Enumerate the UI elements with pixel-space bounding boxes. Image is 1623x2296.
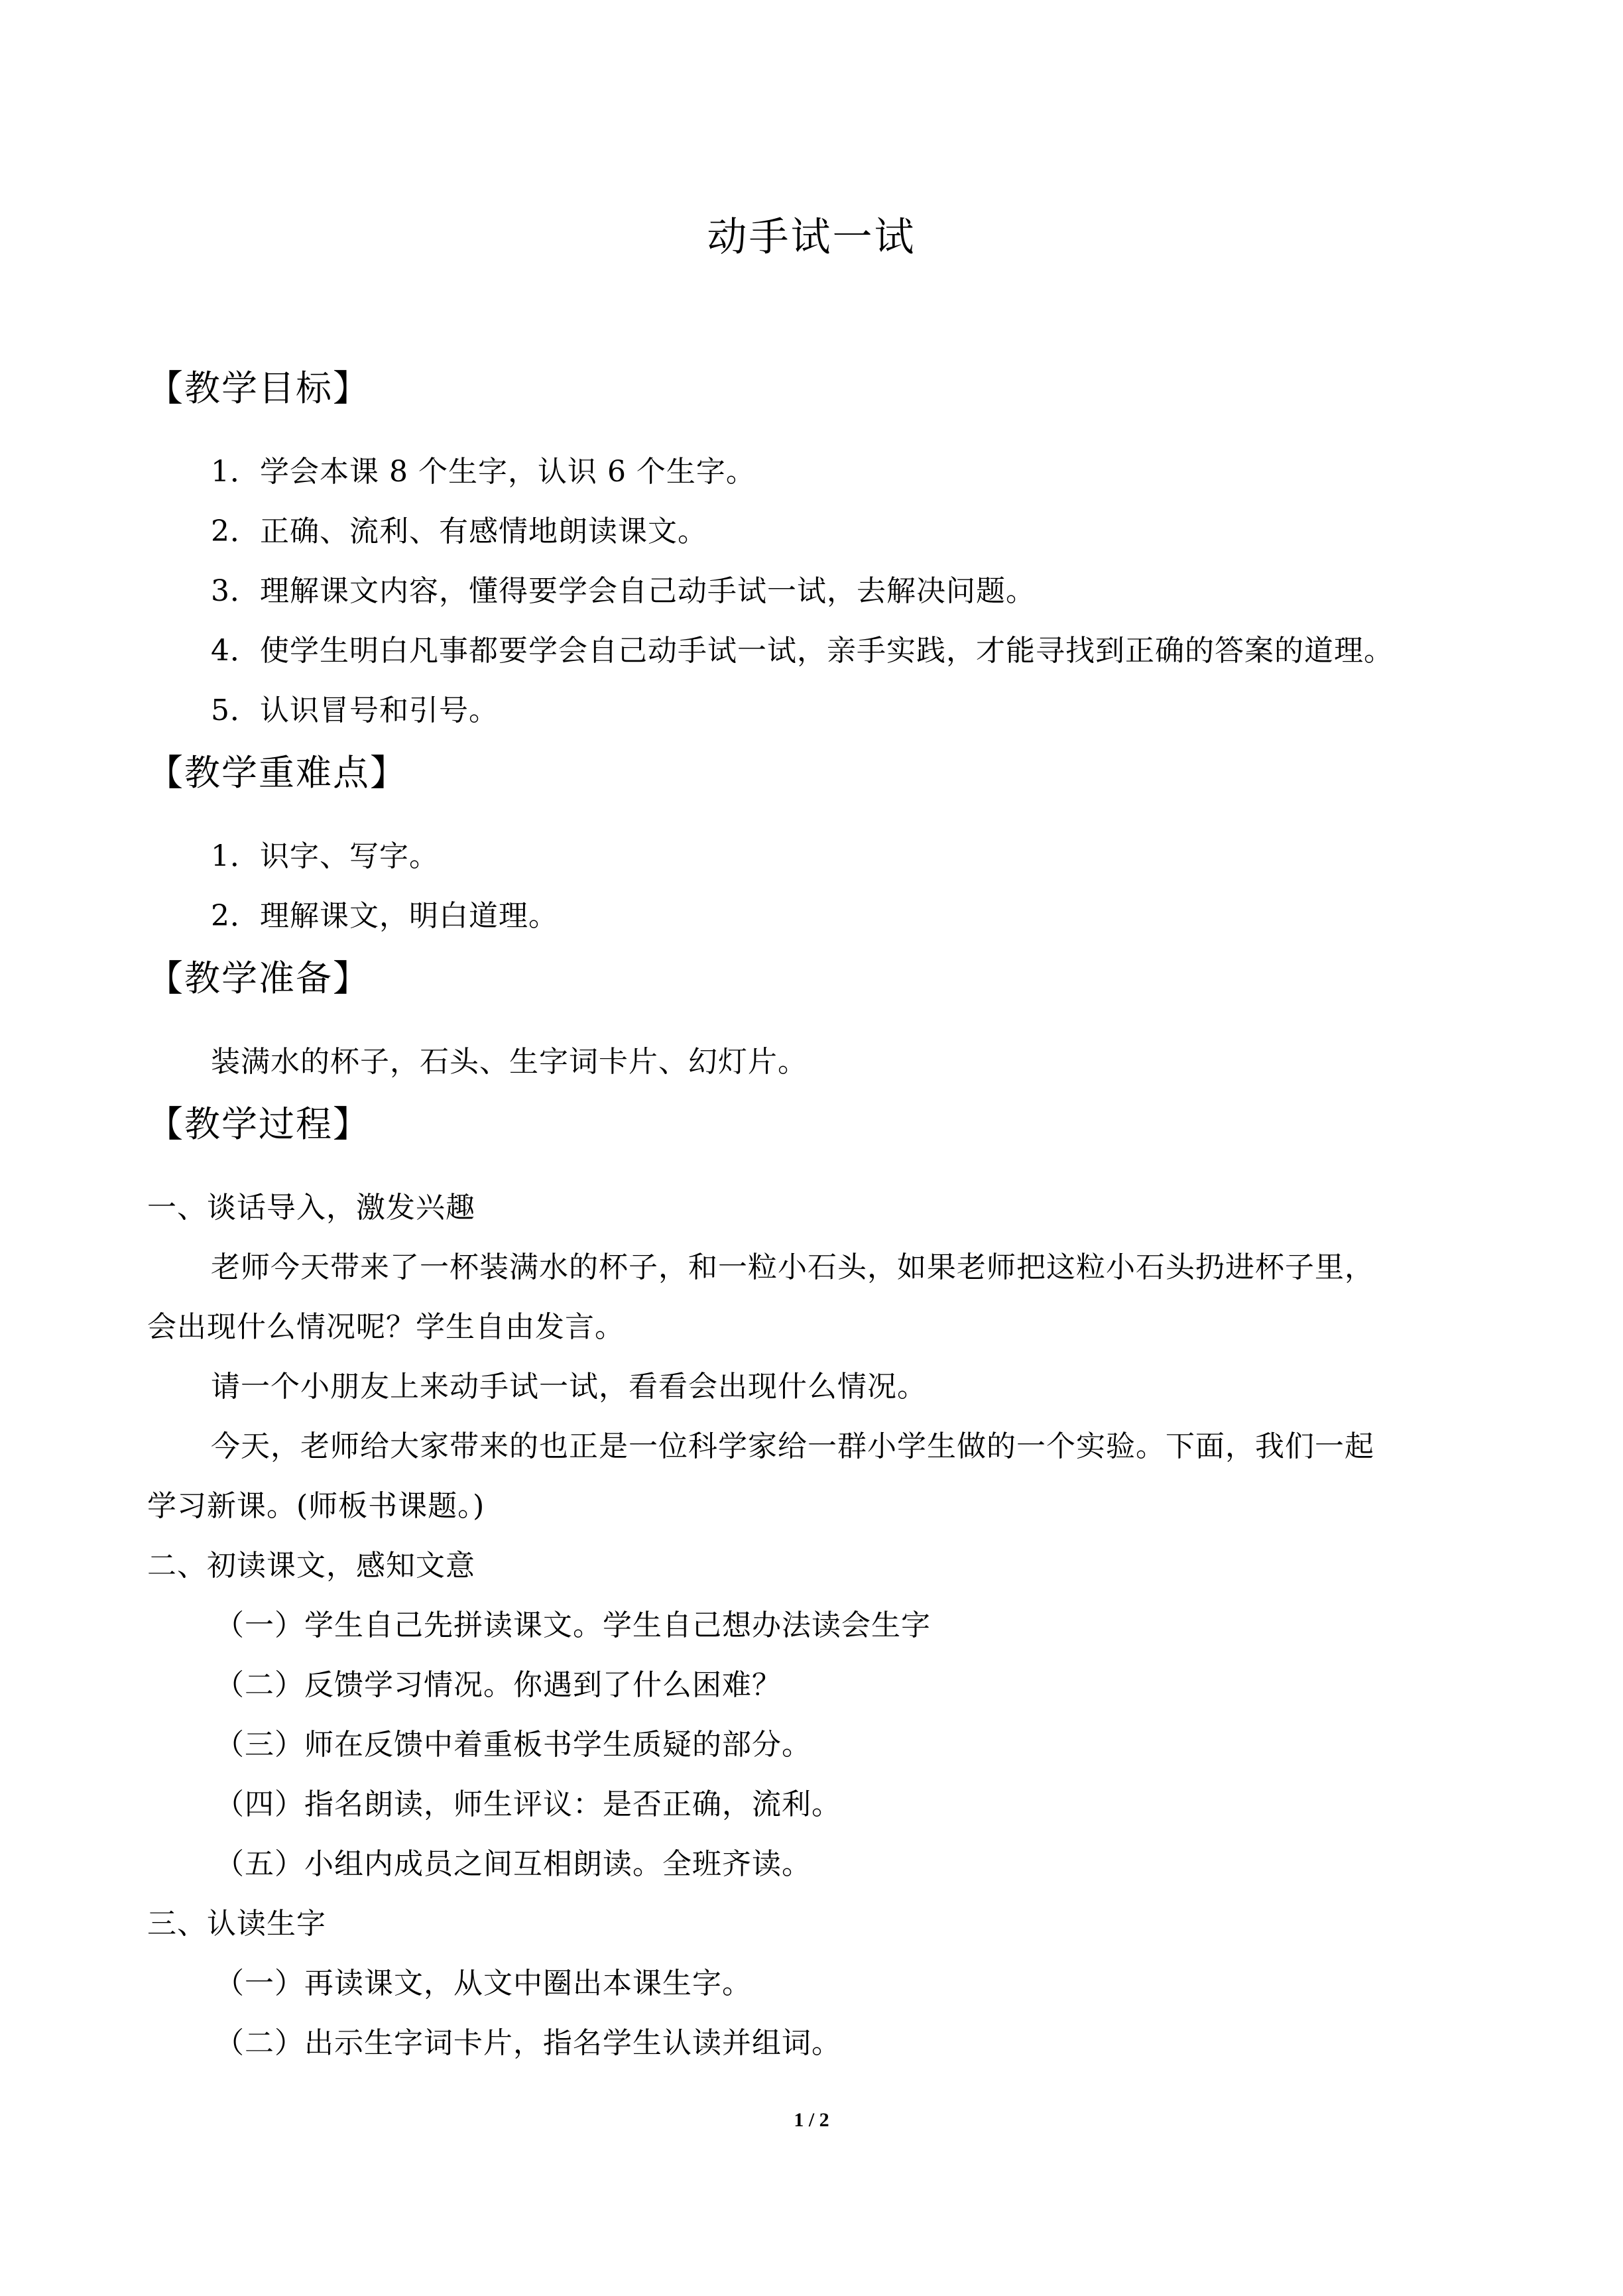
document-title: 动手试一试: [707, 214, 916, 261]
process-part3-item: （二）出示生字词卡片，指名学生认读并组词。: [215, 2026, 841, 2060]
process-part1-paragraph: 今天，老师给大家带来的也正是一位科学家给一群小学生做的一个实验。下面，我们一起: [211, 1429, 1374, 1463]
process-part3-heading: 三、认读生字: [147, 1907, 326, 1941]
key-point-item: 2．理解课文，明白道理。: [211, 899, 558, 933]
goal-item: 5．认识冒号和引号。: [211, 694, 499, 727]
goal-item: 4．使学生明白凡事都要学会自己动手试一试，亲手实践，才能寻找到正确的答案的道理。: [211, 634, 1394, 668]
goal-item: 3．理解课文内容，懂得要学会自己动手试一试，去解决问题。: [211, 574, 1036, 608]
process-part2-heading: 二、初读课文，感知文意: [147, 1549, 475, 1583]
section-heading-goals: 【教学目标】: [147, 367, 370, 409]
process-part1-paragraph: 会出现什么情况呢？学生自由发言。: [147, 1310, 625, 1344]
process-part3-item: （一）再读课文，从文中圈出本课生字。: [215, 1966, 752, 2000]
process-part1-paragraph: 老师今天带来了一杯装满水的杯子，和一粒小石头，如果老师把这粒小石头扔进杯子里，: [211, 1250, 1374, 1284]
section-heading-process: 【教学过程】: [147, 1103, 370, 1145]
process-part2-item: （二）反馈学习情况。你遇到了什么困难？: [215, 1668, 782, 1702]
process-part1-paragraph: 请一个小朋友上来动手试一试，看看会出现什么情况。: [211, 1370, 927, 1404]
process-part1-paragraph: 学习新课。(师板书课题。): [147, 1489, 485, 1523]
process-part2-item: （三）师在反馈中着重板书学生质疑的部分。: [215, 1728, 812, 1762]
goal-item: 1．学会本课 8 个生字，认识 6 个生字。: [211, 455, 756, 489]
page-number: 1 / 2: [794, 2109, 829, 2131]
section-heading-key-points: 【教学重难点】: [147, 752, 407, 794]
section-heading-preparation: 【教学准备】: [147, 957, 370, 999]
process-part1-heading: 一、谈话导入，激发兴趣: [147, 1191, 475, 1225]
process-part2-item: （一）学生自己先拼读课文。学生自己想办法读会生字: [215, 1608, 931, 1642]
goal-item: 2．正确、流利、有感情地朗读课文。: [211, 514, 707, 548]
process-part2-item: （四）指名朗读，师生评议：是否正确，流利。: [215, 1787, 841, 1821]
preparation-text: 装满水的杯子，石头、生字词卡片、幻灯片。: [211, 1045, 808, 1079]
process-part2-item: （五）小组内成员之间互相朗读。全班齐读。: [215, 1847, 812, 1881]
key-point-item: 1．识字、写字。: [211, 839, 439, 873]
